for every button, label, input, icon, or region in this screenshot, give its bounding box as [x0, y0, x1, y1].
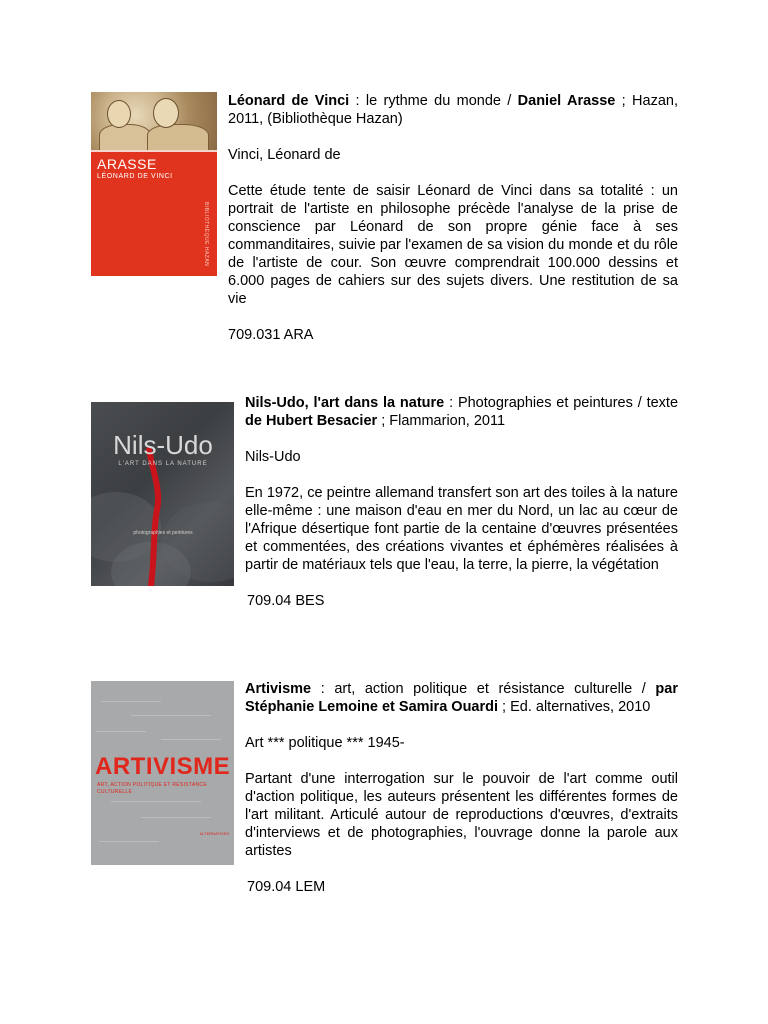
- book-subtitle: : art, action politique et résistance culturelle /: [311, 681, 656, 697]
- cover-publisher: ALTERNATIVES: [199, 831, 229, 836]
- book-cover-leonard-de-vinci: [91, 92, 217, 276]
- cover-artwork: [91, 92, 217, 150]
- book-author: de Hubert Besacier: [245, 413, 378, 429]
- bibliographic-record: [245, 394, 678, 430]
- subject-heading: Vinci, Léonard de: [228, 147, 341, 163]
- publication-info: ; Ed. alternatives, 2010: [498, 699, 651, 715]
- cover-series: BIBLIOTHÈQUE HAZAN: [203, 202, 209, 267]
- cover-title: ARTIVISME: [95, 753, 231, 780]
- book-summary: En 1972, ce peintre allemand transfert son art des toiles à la nature elle-même : une maison d'eau en mer du Nord, un lac au cœur de l'Afrique désertique font partie de la centaine d'œuvres présentées et commentées, des créations vivantes et éphémères réalisées à partir de matériaux tels que l'eau, la terre, la pierre, la végétation: [245, 485, 678, 573]
- cover-small-text: photographies et peintures: [133, 530, 193, 536]
- book-entry-artivisme: [245, 680, 678, 896]
- publication-info: ; Flammarion, 2011: [377, 413, 506, 429]
- call-number: 709.031 ARA: [228, 327, 314, 343]
- call-number: 709.04 LEM: [247, 879, 326, 895]
- book-summary: Cette étude tente de saisir Léonard de Vinci dans sa totalité : un portrait de l'artiste en philosophe précède l'analyse de la prise de conscience par Léonard de son propre génie face à ses commanditaires, suivie par l'examen de sa vision du monde et du rôle de l'artiste de cour. Son œuvre comprendrait 100.000 dessins et 6.000 pages de cahiers sur des sujets divers. Une restitution de sa vie: [228, 183, 678, 307]
- publication-info: ; Hazan, 2011, (Bibliothèque Hazan): [228, 93, 678, 127]
- book-entry-nils-udo: [245, 394, 678, 610]
- book-title: Artivisme: [245, 681, 312, 697]
- cover-author: Nils-Udo: [113, 430, 213, 460]
- book-cover-nils-udo: [91, 402, 234, 586]
- book-cover-artivisme: [91, 681, 234, 865]
- bibliographic-record: [245, 680, 678, 716]
- subject-heading: Art *** politique *** 1945-: [245, 735, 405, 751]
- book-subtitle: : le rythme du monde /: [349, 93, 518, 109]
- bibliographic-record: [228, 92, 678, 128]
- book-title: Nils-Udo, l'art dans la nature: [245, 395, 445, 411]
- book-title: Léonard de Vinci: [228, 93, 350, 109]
- cover-subtitle: L'ART DANS LA NATURE: [118, 461, 208, 467]
- book-author: par Stéphanie Lemoine et Samira Ouardi: [245, 681, 678, 715]
- cover-subtitle: ART, ACTION POLITIQUE ET RÉSISTANCE CULTURELLE: [97, 782, 207, 795]
- cover-author: ARASSE: [97, 156, 157, 172]
- cover-title: LÉONARD DE VINCI: [97, 173, 173, 180]
- subject-heading: Nils-Udo: [245, 449, 301, 465]
- book-entry-leonard-de-vinci: [228, 92, 678, 344]
- book-subtitle: : Photographies et peintures / texte: [444, 395, 679, 411]
- call-number: 709.04 BES: [247, 593, 325, 609]
- book-summary: Partant d'une interrogation sur le pouvoir de l'art comme outil d'action politique, les auteurs présentent les différentes formes de l'art militant. Articulé autour de reproductions d'œuvres, d'extraits d'interviews et de photographies, l'ouvrage donne la parole aux artistes: [245, 771, 678, 859]
- book-author: Daniel Arasse: [517, 93, 616, 109]
